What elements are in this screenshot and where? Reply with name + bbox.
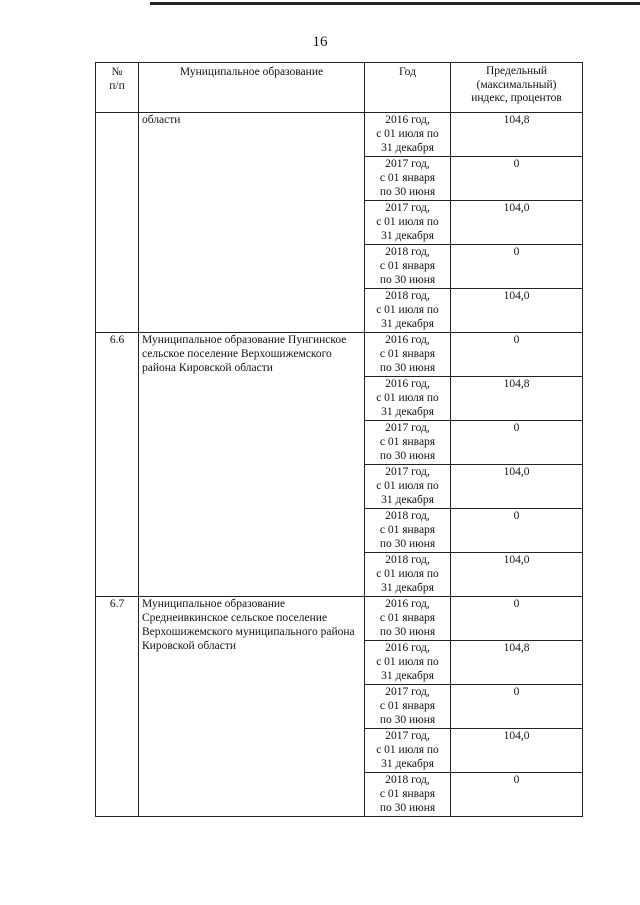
period-cell: 2016 год, с 01 июля по 31 декабря	[365, 113, 451, 157]
period-cell: 2018 год, с 01 июля по 31 декабря	[365, 289, 451, 333]
header-index: Предельный (максимальный) индекс, процентов	[451, 63, 583, 113]
table-row	[96, 113, 583, 157]
index-value-cell: 104,8	[451, 641, 583, 685]
period-cell: 2017 год, с 01 января по 30 июня	[365, 685, 451, 729]
index-value-cell: 104,0	[451, 201, 583, 245]
header-year: Год	[365, 63, 451, 113]
index-value-cell: 104,0	[451, 465, 583, 509]
municipality-name: Муниципальное образование Среднеивкинское сельское поселение Верхошижемского муниципального района Кировской области	[139, 597, 365, 817]
index-value-cell: 104,0	[451, 289, 583, 333]
period-cell: 2018 год, с 01 января по 30 июня	[365, 245, 451, 289]
table-row	[96, 333, 583, 377]
header-municipality: Муниципальное образование	[139, 63, 365, 113]
municipality-name: области	[139, 113, 365, 333]
period-cell: 2016 год, с 01 января по 30 июня	[365, 333, 451, 377]
top-border-rule	[150, 2, 640, 5]
period-cell: 2017 год, с 01 июля по 31 декабря	[365, 729, 451, 773]
index-value-cell: 104,8	[451, 377, 583, 421]
index-value-cell: 0	[451, 157, 583, 201]
period-cell: 2017 год, с 01 июля по 31 декабря	[365, 201, 451, 245]
period-cell: 2016 год, с 01 января по 30 июня	[365, 597, 451, 641]
period-cell: 2018 год, с 01 января по 30 июня	[365, 773, 451, 817]
table-header-row	[96, 63, 583, 113]
row-number	[96, 113, 139, 333]
index-value-cell: 0	[451, 245, 583, 289]
row-number: 6.7	[96, 597, 139, 817]
period-cell: 2018 год, с 01 января по 30 июня	[365, 509, 451, 553]
index-value-cell: 104,0	[451, 729, 583, 773]
index-value-cell: 0	[451, 509, 583, 553]
period-cell: 2017 год, с 01 июля по 31 декабря	[365, 465, 451, 509]
index-value-cell: 104,8	[451, 113, 583, 157]
table-body	[96, 113, 583, 817]
page-number: 16	[312, 34, 328, 50]
period-cell: 2017 год, с 01 января по 30 июня	[365, 421, 451, 465]
table-row	[96, 597, 583, 641]
index-value-cell: 104,0	[451, 553, 583, 597]
period-cell: 2017 год, с 01 января по 30 июня	[365, 157, 451, 201]
municipality-name: Муниципальное образование Пунгинское сельское поселение Верхошижемского района Кировской области	[139, 333, 365, 597]
index-value-cell: 0	[451, 421, 583, 465]
header-number: № п/п	[96, 63, 139, 113]
index-value-cell: 0	[451, 333, 583, 377]
period-cell: 2016 год, с 01 июля по 31 декабря	[365, 377, 451, 421]
index-value-cell: 0	[451, 597, 583, 641]
index-value-cell: 0	[451, 685, 583, 729]
period-cell: 2018 год, с 01 июля по 31 декабря	[365, 553, 451, 597]
period-cell: 2016 год, с 01 июля по 31 декабря	[365, 641, 451, 685]
index-table	[95, 62, 583, 817]
row-number: 6.6	[96, 333, 139, 597]
index-value-cell: 0	[451, 773, 583, 817]
